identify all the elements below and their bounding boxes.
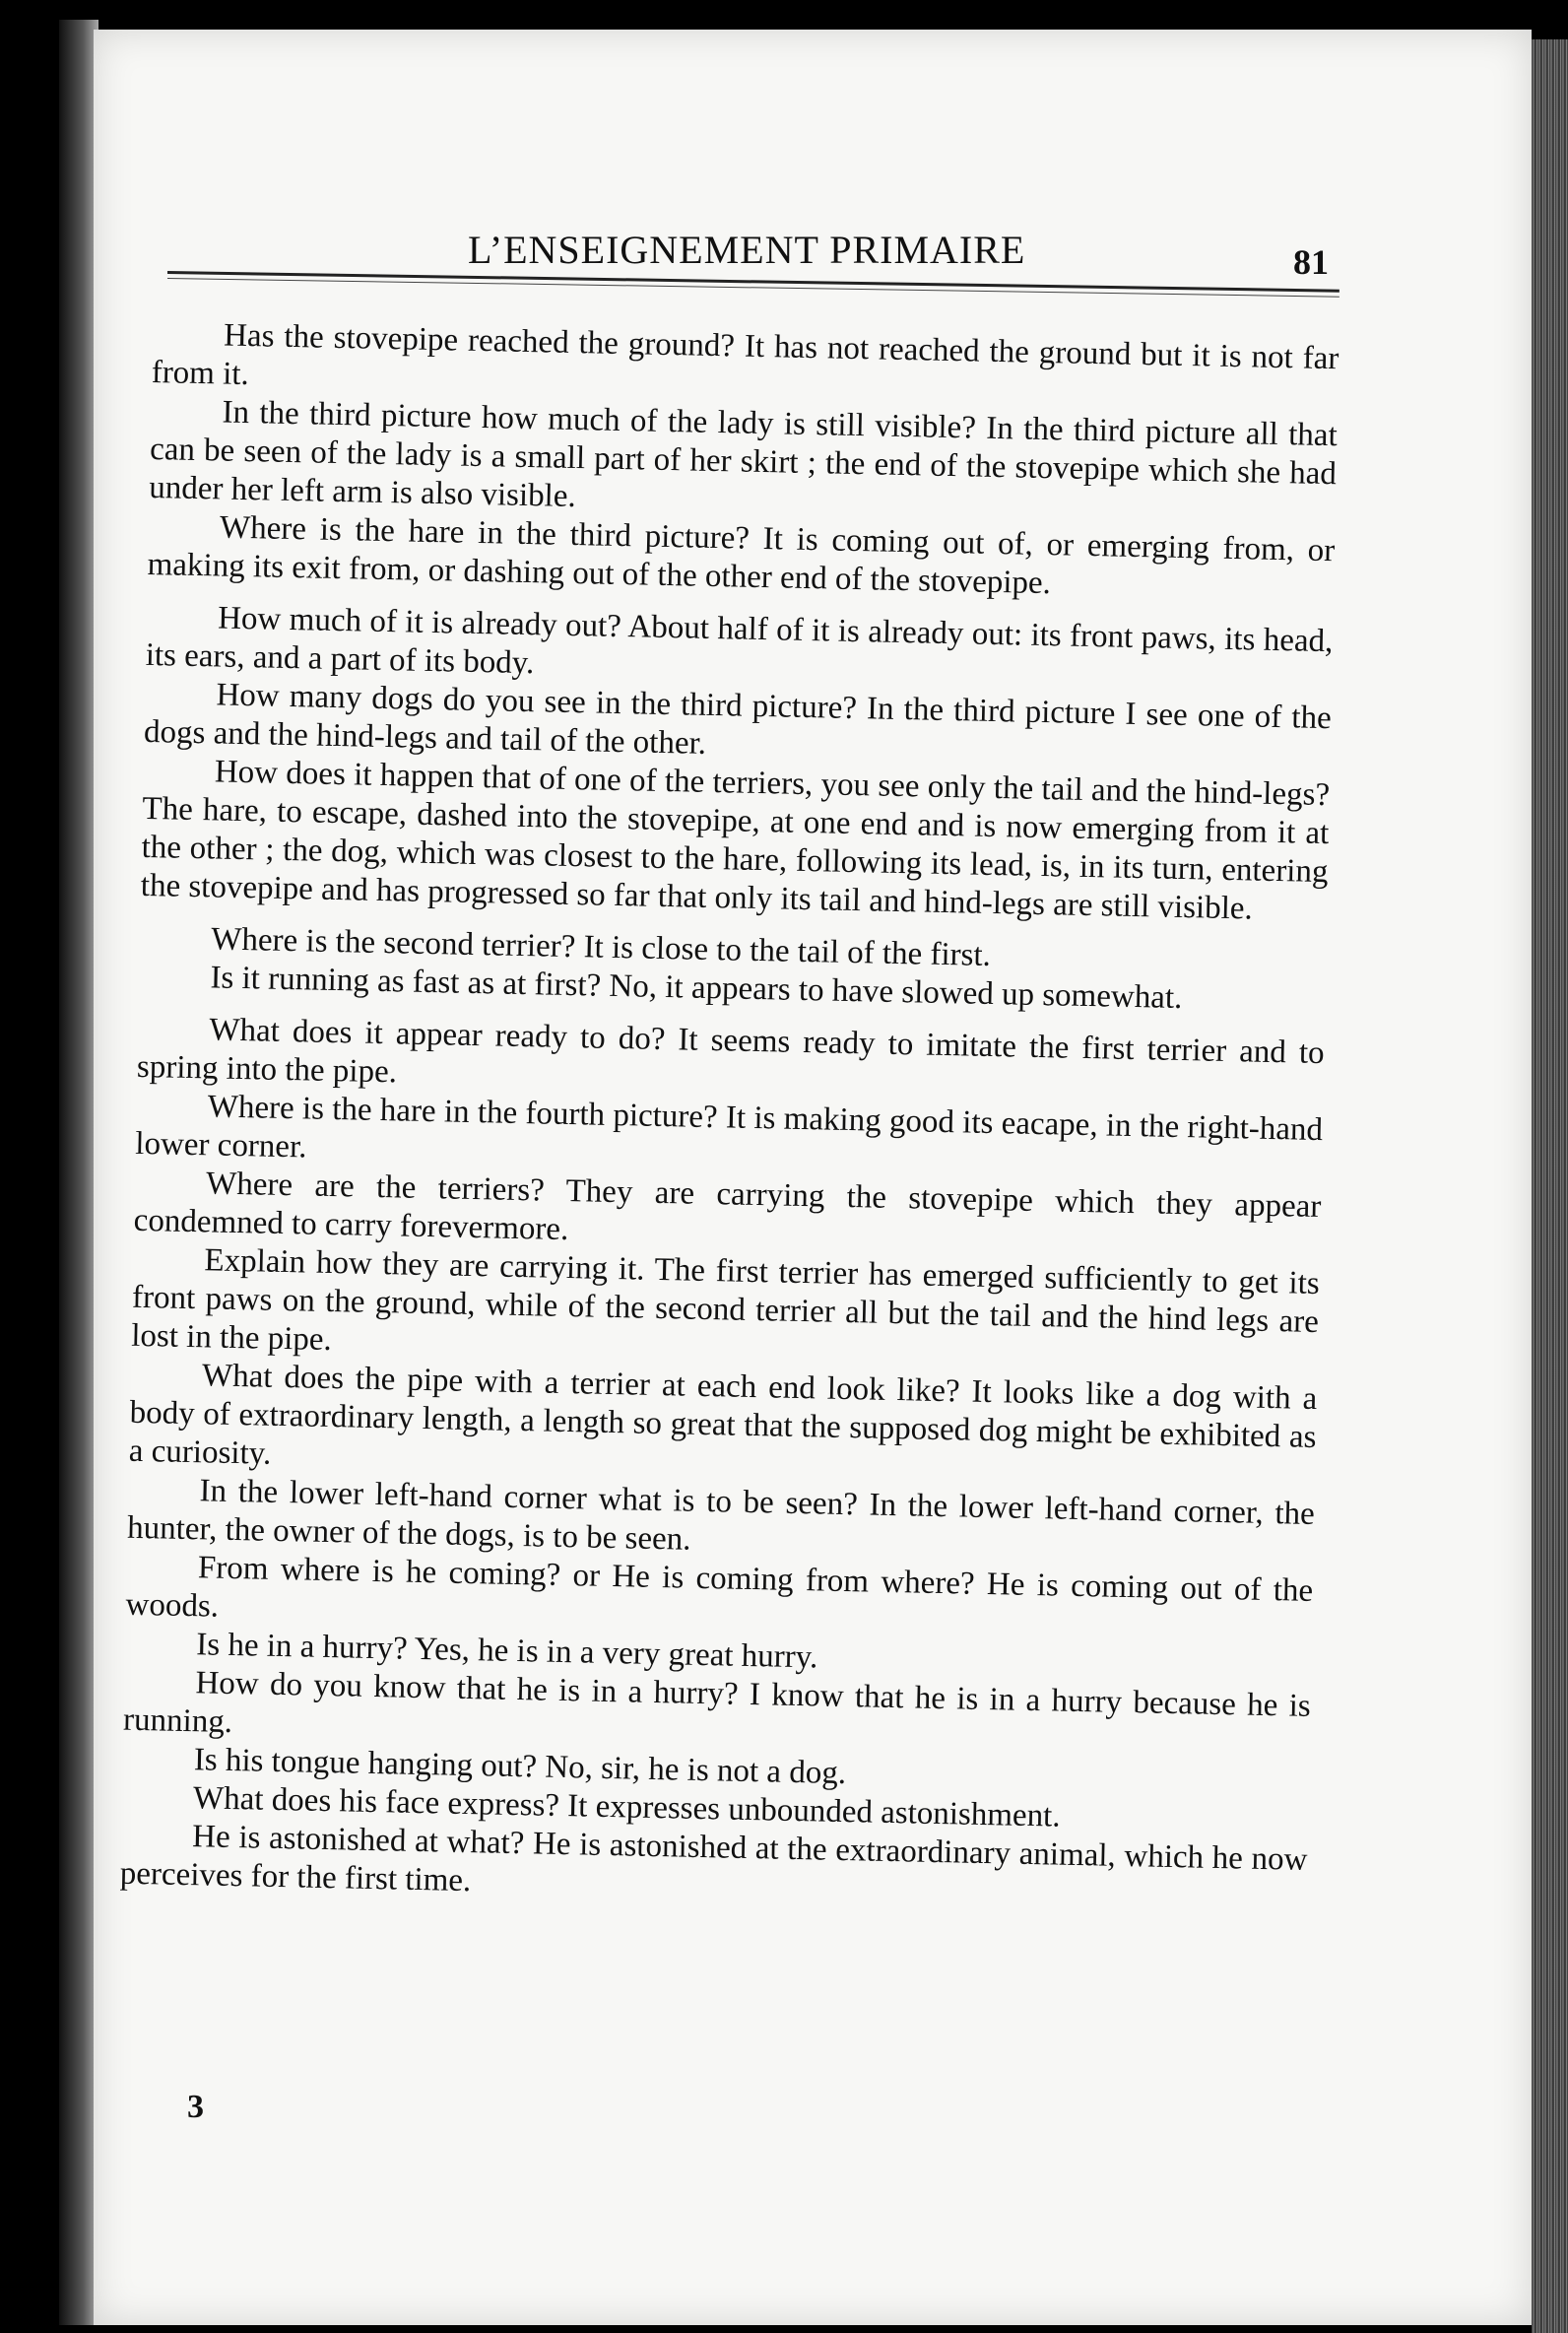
paragraph: In the third picture how much of the lady is still visible? In the third picture all that can be seen of the lady is a small part of her skirt ; the end of the stovepipe which she had under her left arm is also visible. xyxy=(148,394,1339,515)
paragraph: Explain how they are carrying it. The first terrier has emerged sufficiently to get its front paws on the ground, while of the second terrier all but the tail and the hind legs are lost in the pipe. xyxy=(130,1242,1321,1359)
paragraph: In the lower left-hand corner what is to be seen? In the lower left-hand corner, the hunter, the owner of the dogs, is to be seen. xyxy=(126,1473,1316,1558)
paragraph: What does his face express? It expresses unbounded astonishment. xyxy=(192,1780,1061,1834)
paragraph: Where are the terriers? They are carrying the stovepipe which they appear condemned to carry forevermore. xyxy=(133,1166,1322,1248)
paragraph: How many dogs do you see in the third picture? In the third picture I see one of the dogs and the hind-legs and tail of the other. xyxy=(143,677,1333,762)
body-text xyxy=(119,315,1339,1918)
paragraph: How do you know that he is in a hurry? I know that he is in a hurry because he is running. xyxy=(122,1665,1312,1741)
paragraph: He is astonished at what? He is astonished at the extraordinary animal, which he now perceives for the first time. xyxy=(119,1819,1308,1900)
signature-mark: 3 xyxy=(187,2089,204,2125)
paragraph: Where is the hare in the third picture? It is coming out of, or emerging from, or making its exit from, or dashing out of the other end of the stovepipe. xyxy=(147,509,1336,602)
page-header xyxy=(94,187,1532,282)
paragraph: Where is the hare in the fourth picture? It is making good its eacape, in the right-hand lower corner. xyxy=(135,1089,1324,1166)
paragraph: How does it happen that of one of the terriers, you see only the tail and the hind-legs? The hare, to escape, dashed into the stovepipe, at one end and is now emerging from it at the other ; the dog, which was closest to the hare, following its lead, is, in its turn, entering the stovepipe and has progressed so far that only its tail and hind-legs are still visible. xyxy=(140,754,1331,927)
running-title: L’ENSEIGNEMENT PRIMAIRE xyxy=(468,228,1026,272)
book-spine-shadow xyxy=(59,20,98,2325)
page-edges xyxy=(1532,39,1568,2333)
paragraph: How much of it is already out? About half of it is already out: its front paws, its head, its ears, and a part of its body. xyxy=(145,600,1334,682)
book-page xyxy=(94,30,1532,2325)
paragraph: What does it appear ready to do? It seems ready to imitate the first terrier and to spring into the pipe. xyxy=(136,1012,1325,1091)
paragraph: Where is the second terrier? It is close to the tail of the first. xyxy=(210,921,992,973)
paragraph: What does the pipe with a terrier at each end look like? It looks like a dog with a body of extraordinary length, a length so great that the supposed dog might be exhibited as a curiosity. xyxy=(128,1358,1318,1472)
paragraph: From where is he coming? or He is coming from where? He is coming out of the woods. xyxy=(125,1550,1314,1625)
paragraph: Is it running as fast as at first? No, it appears to have slowed up somewhat. xyxy=(210,960,1183,1017)
paragraph: Has the stovepipe reached the ground? It has not reached the ground but it is not far from it. xyxy=(151,317,1339,393)
paragraph: Is his tongue hanging out? No, sir, he is not a dog. xyxy=(193,1742,847,1792)
page-number: 81 xyxy=(1293,242,1329,282)
paragraph: Is he in a hurry? Yes, he is in a very great hurry. xyxy=(195,1627,818,1676)
